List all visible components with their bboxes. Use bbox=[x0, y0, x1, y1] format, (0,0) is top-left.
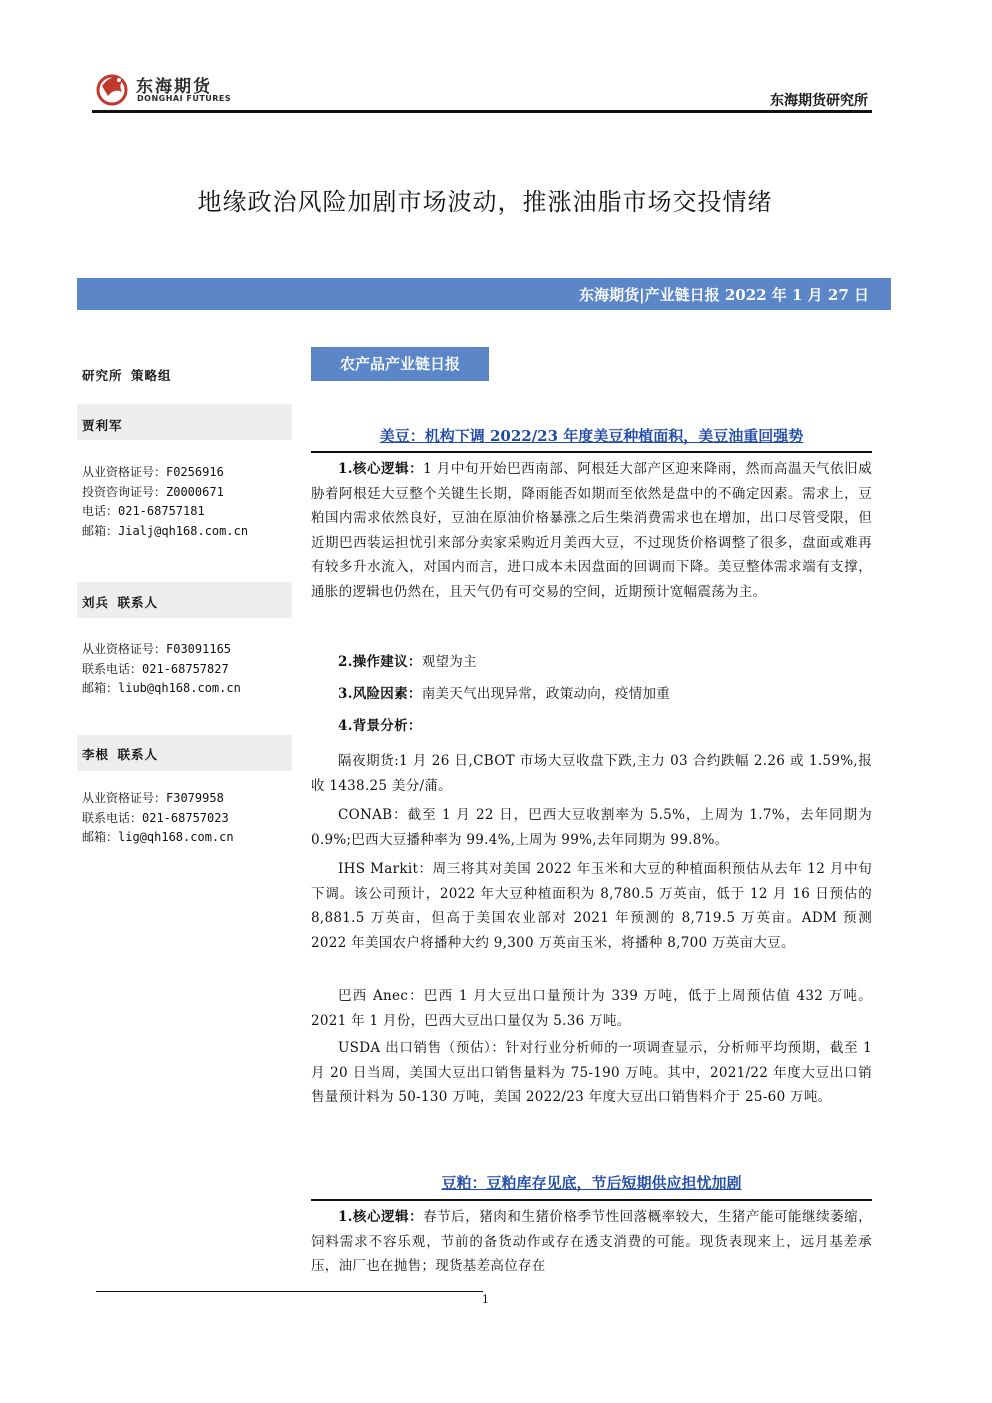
institute-name: 东海期货研究所 bbox=[770, 93, 868, 109]
date-bar bbox=[77, 278, 891, 310]
background-label: 4.背景分析： bbox=[338, 718, 422, 734]
header-divider bbox=[92, 110, 872, 113]
footer-divider bbox=[96, 1291, 483, 1292]
dragon-logo-icon bbox=[92, 66, 136, 110]
risk-paragraph bbox=[311, 682, 872, 707]
analyst-info bbox=[82, 789, 234, 848]
core-logic-text: 1 月中旬开始巴西南部、阿根廷大部产区迎来降雨，然而高温天气依旧威胁着阿根廷大豆整个关键生长期，降雨能否如期而至依然是盘中的不确定因素。需求上，豆粕国内需求依然良好，豆油在原油价格暴涨之后生柴消费需求也在增加，出口尽管受限，但近期巴西装运担忧引来部分卖家采购近月美西大豆，不过现货价格调整了很多，盘面或难再有较多升水流入，对国内而言，进口成本未因盘面的回调而下降。美豆整体需求端有支撑，通胀的逻辑也仍然在，且天气仍有可交易的空间，近期预计宽幅震荡为主。 bbox=[311, 461, 872, 600]
analyst-email: 邮箱：liub@qh168.com.cn bbox=[82, 681, 241, 695]
analyst-phone: 电话：021-68757181 bbox=[82, 504, 205, 518]
core-logic-label: 1.核心逻辑： bbox=[338, 461, 424, 477]
operation-paragraph bbox=[311, 650, 872, 675]
analyst-info bbox=[82, 463, 248, 541]
analyst-qualification: 从业资格证号：F03091165 bbox=[82, 642, 232, 656]
background-paragraph: 巴西 Anec：巴西 1 月大豆出口量预计为 339 万吨，低于上周预估值 432 万吨。2021 年 1 月份，巴西大豆出口量仅为 5.36 万吨。 bbox=[311, 988, 872, 1029]
analyst-name: 李根 联系人 bbox=[82, 747, 159, 762]
analyst-email: 邮箱：Jialj@qh168.com.cn bbox=[82, 523, 249, 538]
logo-cn-text: 东海期货 bbox=[136, 77, 212, 97]
analyst-qualification: 从业资格证号：F0256916 bbox=[82, 465, 224, 479]
meal-section-title: 豆粕：豆粕库存见底，节后短期供应担忧加剧 bbox=[441, 1174, 742, 1192]
analyst-email: 邮箱：lig@qh168.com.cn bbox=[82, 830, 234, 844]
page-number: 1 bbox=[482, 1293, 489, 1306]
analyst-qualification: 从业资格证号：F3079958 bbox=[82, 791, 224, 805]
date-bar-text: 东海期货|产业链日报 2022 年 1 月 27 日 bbox=[579, 286, 869, 304]
background-paragraph: 隔夜期货:1 月 26 日,CBOT 市场大豆收盘下跌,主力 03 合约跌幅 2.26 或 1.59%,报收 1438.25 美分/蒲。 bbox=[311, 753, 872, 794]
background-paragraph: IHS Markit：周三将其对美国 2022 年玉米和大豆的种植面积预估从去年 12 月中旬下调。该公司预计，2022 年大豆种植面积为 8,780.5 万英亩，低于 12 月 16 日预估的 8,881.5 万英亩，但高于美国农业部对 2021 年预测的 8,719.5 万英亩。ADM 预测 2022 年美国农户将播种大约 9,300 万英亩玉米，将播种 8,700 万英亩大豆。 bbox=[311, 861, 872, 951]
background-paragraph: USDA 出口销售（预估）：针对行业分析师的一项调查显示，分析师平均预期，截至 1 月 20 日当周，美国大豆出口销售量料为 75-190 万吨。其中，2021/22 年度大豆出口销售量预计料为 50-130 万吨，美国 2022/23 年度大豆出口销售料介于 25-60 万吨。 bbox=[311, 1040, 872, 1105]
analyst-info bbox=[82, 640, 241, 699]
analyst-name: 刘兵 联系人 bbox=[82, 595, 159, 610]
company-logo bbox=[92, 66, 232, 110]
analyst-phone: 联系电话：021-68757023 bbox=[82, 810, 229, 825]
operation-text: 观望为主 bbox=[421, 654, 477, 670]
sidebar-group: 研究所 策略组 bbox=[82, 368, 172, 383]
section-rule bbox=[311, 1199, 872, 1201]
core-logic-paragraph bbox=[311, 457, 872, 604]
meal-core-logic-text: 春节后，猪肉和生猪价格季节性回落概率较大，生猪产能可能继续萎缩，饲料需求不容乐观，节前的备货动作或存在透支消费的可能。现货表现来上，远月基差承压，油厂也在抛售；现货基差高位存在 bbox=[311, 1209, 872, 1274]
report-title: 地缘政治风险加剧市场波动，推涨油脂市场交投情绪 bbox=[197, 188, 773, 216]
background-paragraph: CONAB：截至 1 月 22 日，巴西大豆收割率为 5.5%，上周为 1.7%，去年同期为 0.9%;巴西大豆播种率为 99.4%,上周为 99%,去年同期为 99.8%。 bbox=[311, 807, 872, 848]
analyst-phone: 联系电话：021-68757827 bbox=[82, 661, 229, 676]
risk-text: 南美天气出现异常，政策动向，疫情加重 bbox=[421, 686, 671, 702]
meal-core-logic-paragraph bbox=[311, 1205, 872, 1279]
risk-label: 3.风险因素： bbox=[338, 686, 422, 702]
section-rule bbox=[311, 451, 872, 453]
logo-en-text: DONGHAI FUTURES bbox=[137, 94, 232, 103]
analyst-consult-id: 投资咨询证号：Z0000671 bbox=[82, 484, 224, 499]
background-label-paragraph bbox=[311, 714, 872, 739]
soybean-section-title: 美豆：机构下调 2022/23 年度美豆种植面积，美豆油重回强势 bbox=[379, 427, 804, 445]
operation-label: 2.操作建议： bbox=[338, 654, 422, 670]
section-tag: 农产品产业链日报 bbox=[311, 347, 489, 381]
meal-core-logic-label: 1.核心逻辑： bbox=[338, 1209, 424, 1225]
analyst-name: 贾利军 bbox=[82, 418, 123, 433]
